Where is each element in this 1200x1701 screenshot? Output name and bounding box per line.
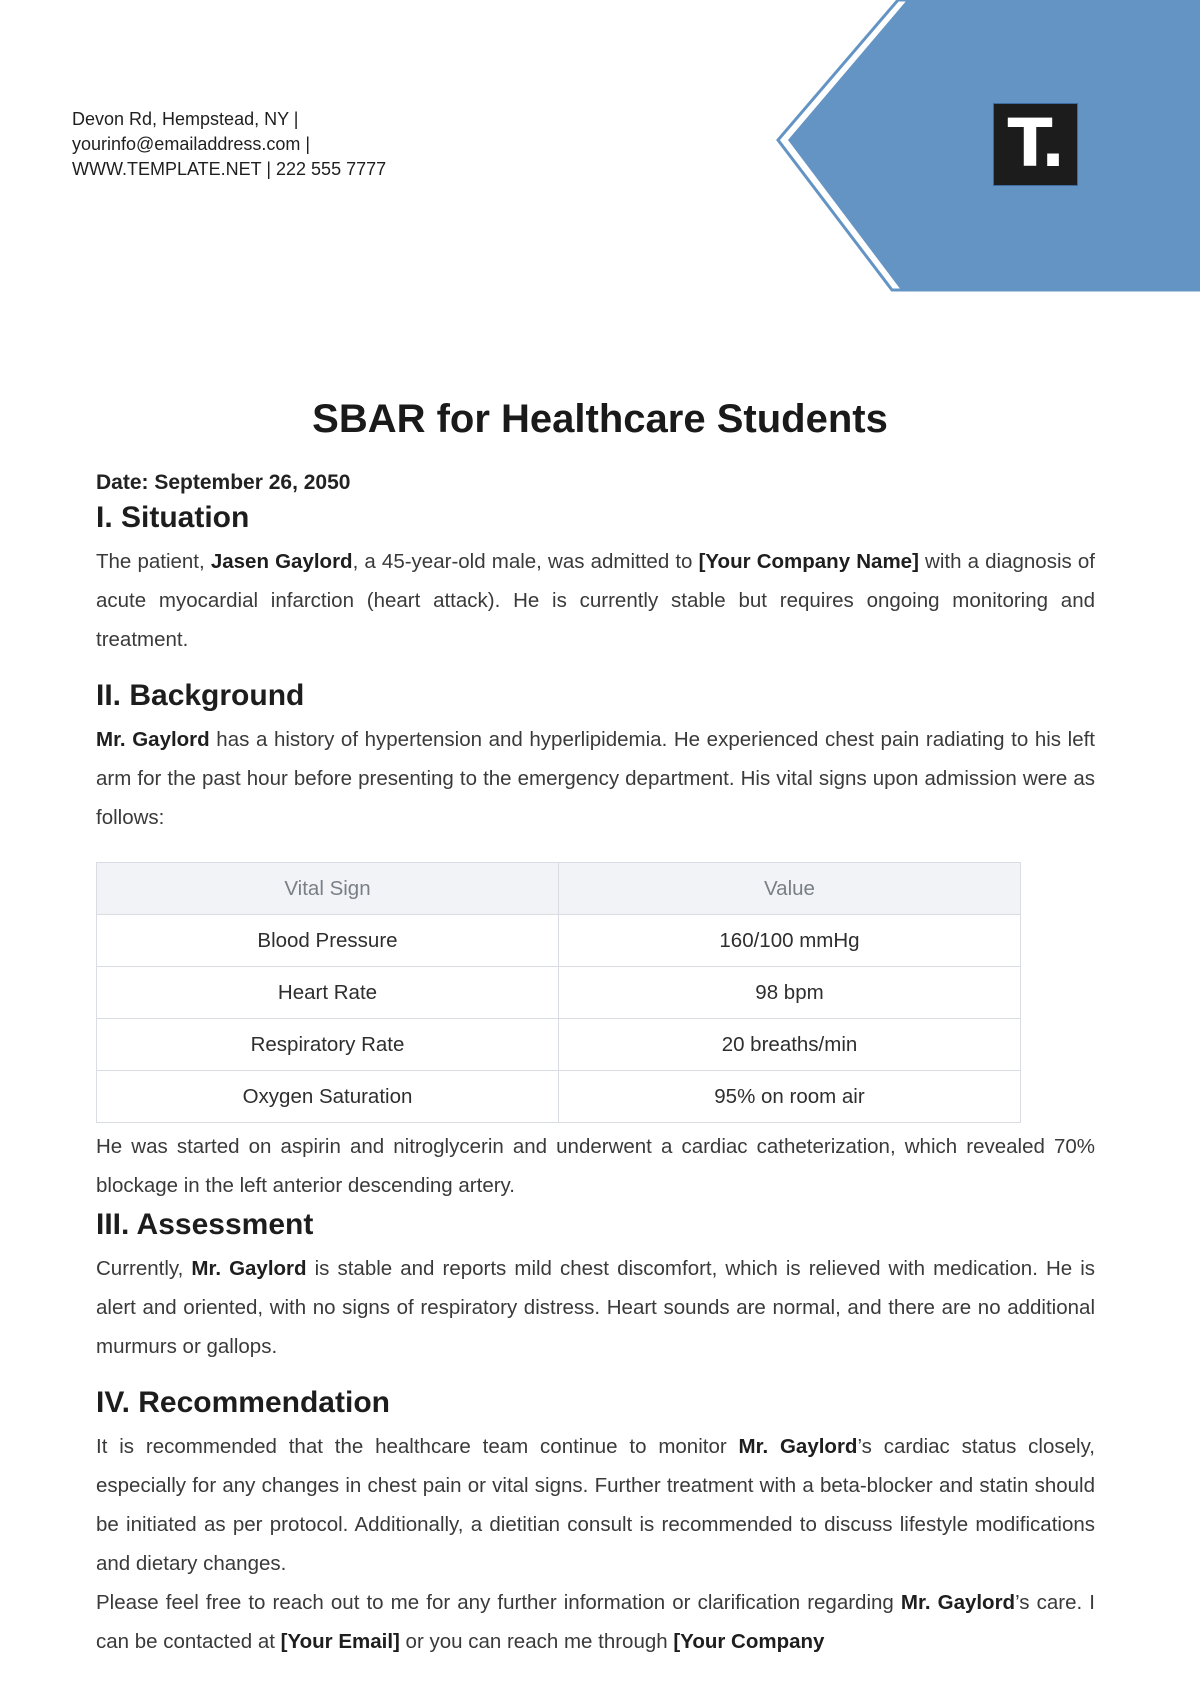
- table-cell: Blood Pressure: [97, 915, 559, 967]
- patient-name: Mr. Gaylord: [738, 1435, 858, 1458]
- table-cell: 95% on room air: [559, 1071, 1021, 1123]
- document-date: Date: September 26, 2050: [96, 471, 351, 494]
- table-cell: 160/100 mmHg: [559, 915, 1021, 967]
- contact-website-phone: WWW.TEMPLATE.NET | 222 555 7777: [72, 159, 387, 179]
- table-cell: Respiratory Rate: [97, 1019, 559, 1071]
- recommendation-paragraph: It is recommended that the healthcare team continue to monitor Mr. Gaylord’s cardiac status closely, especially for any changes in chest pain or vital signs. Further treatment with a beta-blocker and statin should be initiated as per protocol. Additionally, a dietitian consult is recommended to discuss lifestyle modifications and dietary changes.: [96, 1435, 1095, 1575]
- table-header-cell: Vital Sign: [97, 863, 559, 915]
- company-placeholder: [Your Company: [673, 1630, 825, 1653]
- situation-paragraph: The patient, Jasen Gaylord, a 45-year-old male, was admitted to [Your Company Name] with a diagnosis of acute myocardial infarction (heart attack). He is currently stable but requires ongoing monitoring and treatment.: [96, 550, 1095, 651]
- logo-text: T.: [1007, 105, 1064, 182]
- table-header-row: [97, 863, 1021, 915]
- table-cell: 20 breaths/min: [559, 1019, 1021, 1071]
- background-heading: II. Background: [96, 679, 305, 712]
- table-row: [97, 967, 1021, 1019]
- company-placeholder: [Your Company Name]: [698, 550, 919, 573]
- table-cell: 98 bpm: [559, 967, 1021, 1019]
- assessment-paragraph: Currently, Mr. Gaylord is stable and reports mild chest discomfort, which is relieved with medication. He is alert and oriented, with no signs of respiratory distress. Heart sounds are normal, and there are no additional murmurs or gallops.: [96, 1257, 1096, 1358]
- table-header-cell: Value: [559, 863, 1021, 915]
- contact-paragraph: Please feel free to reach out to me for any further information or clarification regarding Mr. Gaylord’s care. I can be contacted at [Your Email] or you can reach me through [Your Company: [96, 1591, 1095, 1653]
- background-paragraph: Mr. Gaylord has a history of hypertension and hyperlipidemia. He experienced chest pain radiating to his left arm for the past hour before presenting to the emergency department. His vital signs upon admission were as follows:: [96, 728, 1095, 829]
- document-body: [96, 468, 1095, 1661]
- situation-heading: I. Situation: [96, 501, 250, 534]
- table-cell: Oxygen Saturation: [97, 1071, 559, 1123]
- table-row: [97, 1071, 1021, 1123]
- email-placeholder: [Your Email]: [280, 1630, 400, 1653]
- patient-name: Mr. Gaylord: [96, 728, 210, 751]
- contact-info: [72, 107, 386, 182]
- patient-name: Mr. Gaylord: [900, 1591, 1016, 1614]
- table-cell: Heart Rate: [97, 967, 559, 1019]
- table-row: [97, 915, 1021, 967]
- patient-name: Jasen Gaylord: [210, 550, 353, 573]
- patient-name: Mr. Gaylord: [191, 1257, 307, 1280]
- assessment-heading: III. Assessment: [96, 1208, 314, 1241]
- background-followup-paragraph: He was started on aspirin and nitroglycerin and underwent a cardiac catheterization, which revealed 70% blockage in the left anterior descending artery.: [96, 1135, 1095, 1197]
- table-row: [97, 1019, 1021, 1071]
- company-logo: [993, 103, 1078, 186]
- document-title: SBAR for Healthcare Students: [312, 397, 888, 441]
- recommendation-heading: IV. Recommendation: [96, 1386, 390, 1419]
- contact-email: yourinfo@emailaddress.com |: [72, 134, 311, 154]
- vital-signs-table: [96, 862, 1021, 1123]
- contact-address: Devon Rd, Hempstead, NY |: [72, 109, 299, 129]
